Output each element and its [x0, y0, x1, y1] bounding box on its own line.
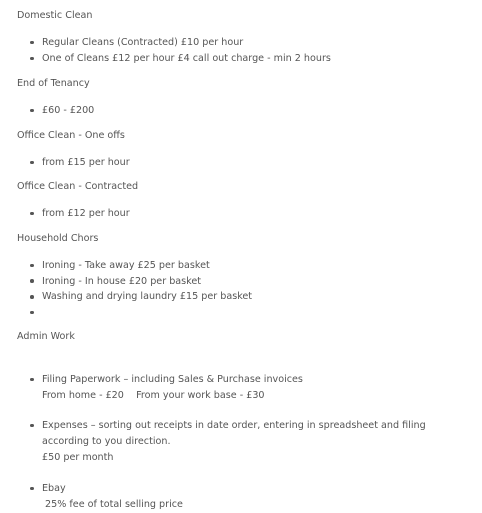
section-heading-office-clean-one-offs: Office Clean - One offs [17, 130, 125, 141]
item-text: from £12 per hour [42, 208, 130, 219]
item-text [42, 418, 470, 465]
item-text: Regular Cleans (Contracted) £10 per hour [42, 37, 244, 48]
item-title: Expenses – sorting out receipts in date order, entering in spreadsheet and filing according to you direction. [42, 420, 426, 447]
item-text: Washing and drying laundry £15 per basket [42, 291, 253, 303]
item-text [42, 481, 470, 513]
item-price: From home - £20 From your work base - £30 [42, 389, 265, 401]
bullet-icon [30, 109, 34, 113]
bullet-icon [30, 41, 34, 45]
item-text: Ironing - In house £20 per basket [42, 275, 202, 287]
item-title: Ebay [42, 483, 66, 494]
bullet-icon [30, 161, 34, 165]
item-price: 25% fee of total selling price [42, 498, 183, 510]
bullet-icon [30, 212, 34, 216]
bullet-icon [30, 378, 34, 382]
bullet-icon [30, 57, 34, 61]
item-text: £60 - £200 [42, 105, 95, 116]
item-text: Ironing - Take away £25 per basket [42, 260, 210, 271]
bullet-icon [30, 487, 34, 491]
bullet-icon [30, 279, 34, 283]
item-text: from £15 per hour [42, 157, 130, 168]
bullet-icon [30, 295, 34, 299]
bullet-icon [30, 424, 34, 428]
section-heading-end-of-tenancy: End of Tenancy [17, 78, 90, 89]
section-heading-household-chors: Household Chors [17, 233, 99, 244]
item-text: One of Cleans £12 per hour £4 call out charge - min 2 hours [42, 53, 331, 64]
bullet-icon [30, 264, 34, 268]
item-title: Filing Paperwork – including Sales & Purchase invoices [42, 374, 303, 385]
item-price: £50 per month [42, 451, 114, 463]
section-heading-office-clean-contracted: Office Clean - Contracted [17, 181, 139, 192]
section-heading-admin-work: Admin Work [17, 331, 75, 342]
item-text [42, 372, 470, 404]
bullet-icon [30, 311, 34, 315]
section-heading-domestic-clean: Domestic Clean [17, 10, 93, 21]
